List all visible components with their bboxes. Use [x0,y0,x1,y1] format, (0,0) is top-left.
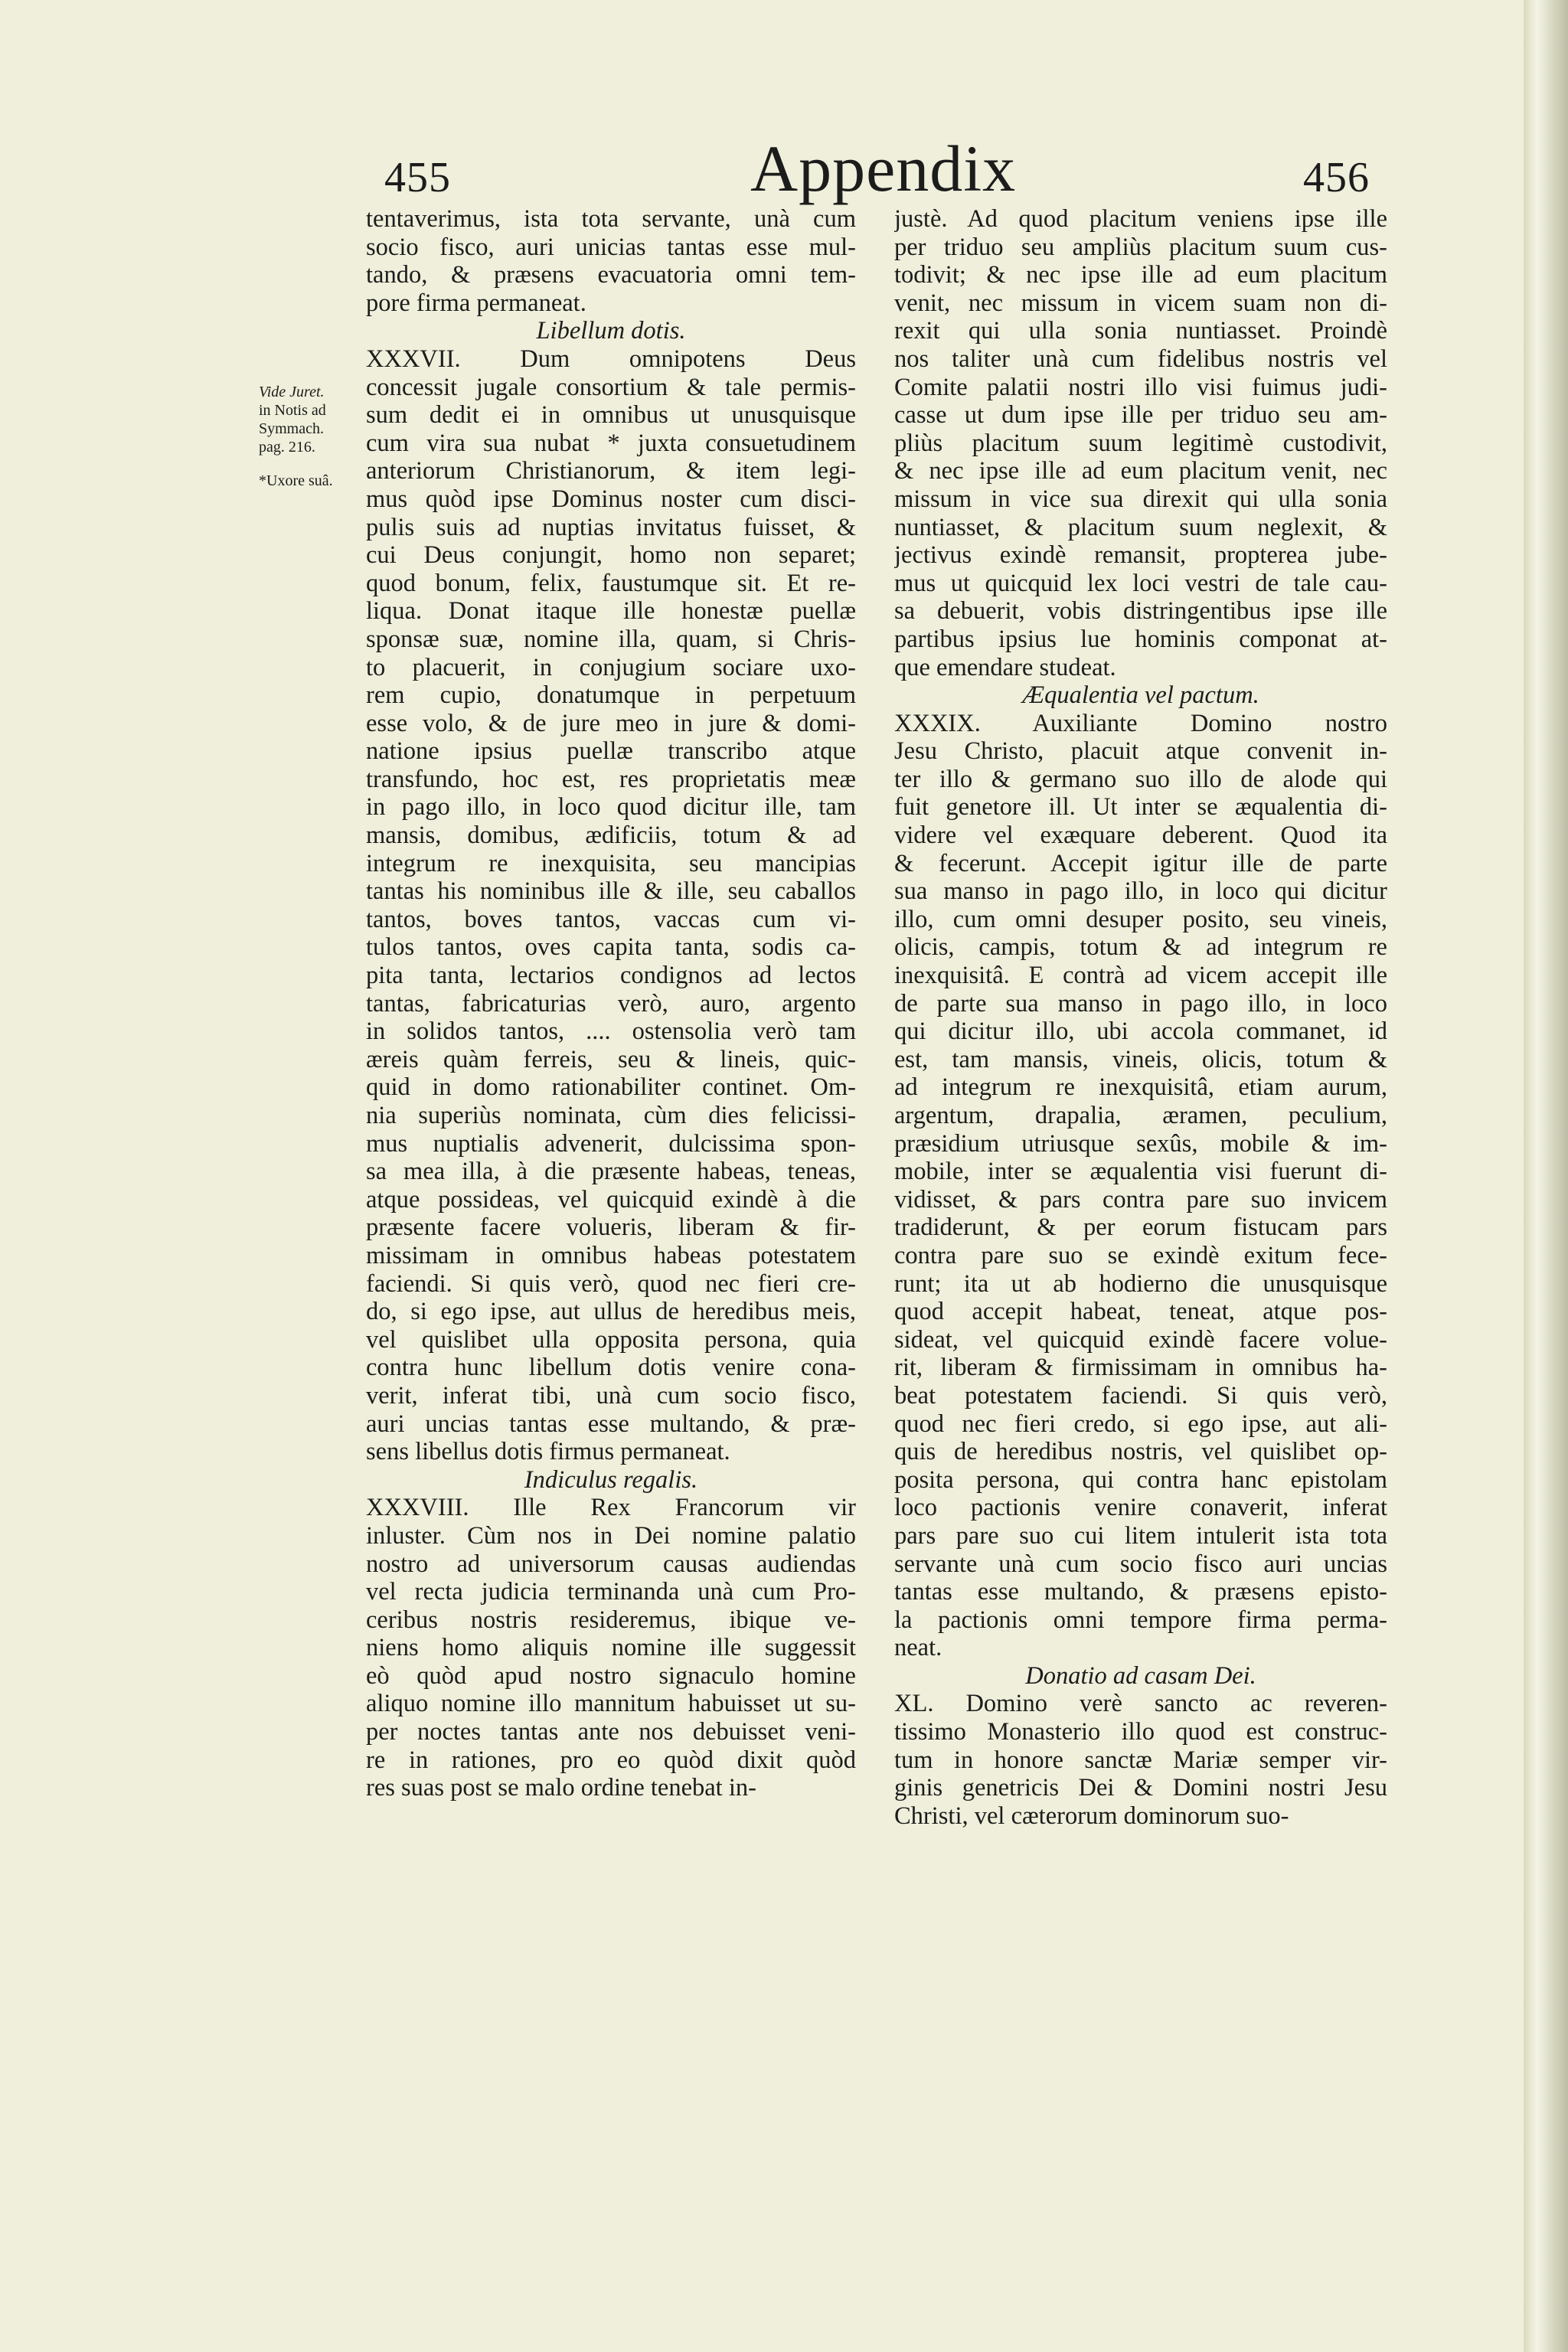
text-line: olicis, campis, totum & ad integrum re [894,933,1387,962]
text-line: ad integrum re inexquisitâ, etiam aurum, [894,1073,1387,1102]
text-line: sa debuerit, vobis distringentibus ipse ille [894,597,1387,626]
text-line: nostro ad universorum causas audiendas [366,1550,856,1578]
text-line: todivit; & nec ipse ille ad eum placitum [894,261,1387,289]
text-line: mus quòd ipse Dominus noster cum disci- [366,485,856,513]
text-line: pore firma permaneat. [366,289,586,317]
text-line: & nec ipse ille ad eum placitum venit, nec [894,457,1387,485]
text-line: videre vel exæquare deberent. Quod ita [894,822,1387,850]
margin-note-line: Vide Juret. [259,384,325,400]
text-line: runt; ita ut ab hodierno die unusquisque [894,1269,1387,1298]
text-line: rem cupio, donatumque in perpetuum [366,681,856,710]
text-line: sideat, vel quicquid exindè facere volue- [894,1325,1387,1354]
text-line: sum dedit ei in omnibus ut unusquisque [366,401,856,430]
text-line: nia superiùs nominata, cùm dies felicissi- [366,1102,856,1129]
text-line: quid in domo rationabiliter continet. Om- [366,1073,856,1102]
right-column-text [894,205,1387,1830]
text-line: per noctes tantas ante nos debuisset veni- [366,1718,856,1746]
text-line: in solidos tantos, .... ostensolia verò tam [366,1018,856,1046]
text-line: & fecerunt. Accepit igitur ille de parte [894,849,1387,877]
text-line: justè. Ad quod placitum veniens ipse ille [894,205,1387,233]
text-line: tulos tantos, oves capita tanta, sodis ca- [366,933,856,962]
text-line: tradiderunt, & per eorum fistucam pars [894,1214,1387,1242]
text-line: tantas, fabricaturias verò, auro, argento [366,989,856,1018]
text-line: in pago illo, in loco quod dicitur ille, tam [366,793,856,822]
text-line: jectivus exindè remansit, propterea jube- [894,541,1387,570]
text-line: ter illo & germano suo illo de alode qui [894,765,1387,793]
text-line: do, si ego ipse, aut ullus de heredibus meis, [366,1298,856,1326]
text-line: missimam in omnibus habeas potestatem [366,1241,856,1269]
text-line: rexit qui ulla sonia nuntiasset. Proindè [894,317,1387,345]
text-line: pars pare suo cui litem intulerit ista tota [894,1521,1387,1550]
text-line: sponsæ suæ, nomine illa, quam, si Chris- [366,625,856,653]
text-line: aliquo nomine illo mannitum habuisset ut su- [366,1690,856,1718]
text-line: per triduo seu ampliùs placitum suum cus- [894,233,1387,261]
text-line: posita persona, qui contra hanc epistolam [894,1465,1387,1494]
text-line: mus nuptialis advenerit, dulcissima spon- [366,1129,856,1158]
text-line: fuit genetore ill. Ut inter se æqualentia di- [894,793,1387,822]
text-line: Jesu Christo, placuit atque convenit in- [894,737,1387,766]
text-line: casse ut dum ipse ille per triduo seu am- [894,401,1387,430]
text-line: nuntiasset, & placitum suum neglexit, & [894,513,1387,541]
page-number-right: 456 [1303,154,1370,201]
text-line: vidisset, & pars contra pare suo invicem [894,1185,1387,1214]
text-line: niens homo aliquis nomine ille suggessit [366,1634,856,1662]
text-line: est, tam mansis, vineis, olicis, totum & [894,1045,1387,1073]
text-line: XXXIX. Auxiliante Domino nostro [894,709,1387,737]
text-line: tantos, boves tantos, vaccas cum vi- [366,905,856,933]
margin-note-line: *Uxore suâ. [259,472,333,489]
section-heading: Donatio ad casam Dei. [1025,1661,1256,1690]
text-line: sens libellus dotis firmus permaneat. [366,1438,730,1466]
text-line: liqua. Donat itaque ille honestæ puellæ [366,597,856,626]
text-line: vel recta judicia terminanda unà cum Pro- [366,1578,856,1606]
text-line: pulis suis ad nuptias invitatus fuisset, & [366,513,856,541]
text-line: integrum re inexquisita, seu mancipias [366,849,856,877]
text-line: nos taliter unà cum fidelibus nostris vel [894,345,1387,373]
text-line: auri uncias tantas esse multando, & præ- [366,1410,856,1438]
text-line: contra hunc libellum dotis venire cona- [366,1354,856,1382]
text-line: verit, inferat tibi, unà cum socio fisco, [366,1381,856,1410]
text-line: XXXVII. Dum omnipotens Deus [366,345,856,373]
text-line: ceribus nostris resideremus, ibique ve- [366,1606,856,1634]
text-line: servante unà cum socio fisco auri uncias [894,1550,1387,1578]
text-line: tentaverimus, ista tota servante, unà cum [366,205,856,233]
text-line: qui dicitur illo, ubi accola commanet, id [894,1018,1387,1046]
margin-note-line: in Notis ad [259,402,326,419]
text-line: Comite palatii nostri illo visi fuimus judi- [894,373,1387,401]
section-heading: Æqualentia vel pactum. [1022,681,1259,710]
text-line: XL. Domino verè sancto ac reveren- [894,1690,1387,1718]
text-line: præsente facere volueris, liberam & fir- [366,1214,856,1242]
page-number-left: 455 [384,154,451,201]
text-line: faciendi. Si quis verò, quod nec fieri cre- [366,1269,856,1298]
text-line: anteriorum Christianorum, & item legi- [366,457,856,485]
text-line: esse volo, & de jure meo in jure & domi- [366,709,856,737]
text-line: illo, cum omni desuper posito, seu vineis, [894,905,1387,933]
text-line: quis de heredibus nostris, vel quislibet op- [894,1438,1387,1466]
text-line: cui Deus conjungit, homo non separet; [366,541,856,570]
text-line: tum in honore sanctæ Mariæ semper vir- [894,1746,1387,1774]
text-line: loco pactionis venire conaverit, inferat [894,1494,1387,1522]
left-column-text [366,205,856,1802]
text-line: contra pare suo se exindè exitum fece- [894,1241,1387,1269]
section-heading: Libellum dotis. [536,317,686,345]
text-line: socio fisco, auri unicias tantas esse mul- [366,233,856,261]
text-line: inluster. Cùm nos in Dei nomine palatio [366,1521,856,1550]
text-line: missum in vice sua direxit qui ulla sonia [894,485,1387,513]
margin-note-line: pag. 216. [259,439,315,456]
text-line: venit, nec missum in vicem suam non di- [894,289,1387,317]
text-line: transfundo, hoc est, res proprietatis meæ [366,765,856,793]
text-line: Christi, vel cæterorum dominorum suo- [894,1802,1289,1830]
text-line: to placuerit, in conjugium sociare uxo- [366,653,856,681]
text-line: natione ipsius puellæ transcribo atque [366,737,856,766]
text-line: tantas esse multando, & præsens episto- [894,1578,1387,1606]
text-line: pita tanta, lectarios condignos ad lectos [366,962,856,990]
text-line: mansis, domibus, ædificiis, totum & ad [366,822,856,850]
margin-note-reference [259,383,366,456]
text-line: la pactionis omni tempore firma perma- [894,1606,1387,1634]
section-heading: Indiculus regalis. [524,1465,698,1494]
text-line: res suas post se malo ordine tenebat in- [366,1774,756,1802]
text-line: ginis genetricis Dei & Domini nostri Jesu [894,1774,1387,1802]
text-line: neat. [894,1634,942,1662]
text-line: pliùs placitum suum legitimè custodivit, [894,429,1387,457]
text-line: que emendare studeat. [894,653,1116,681]
text-line: æreis quàm ferreis, seu & lineis, quic- [366,1045,856,1073]
text-line: concessit jugale consortium & tale permis- [366,373,856,401]
text-line: tando, & præsens evacuatoria omni tem- [366,261,856,289]
text-line: argentum, drapalia, æramen, peculium, [894,1102,1387,1129]
text-line: sua manso in pago illo, in loco qui dicitur [894,877,1387,906]
text-line: vel quislibet ulla opposita persona, quia [366,1325,856,1354]
text-line: inexquisitâ. E contrà ad vicem accepit ille [894,962,1387,990]
text-line: cum vira sua nubat * juxta consuetudinem [366,429,856,457]
text-line: mobile, inter se æqualentia visi fuerunt di- [894,1158,1387,1186]
text-line: mus ut quicquid lex loci vestri de tale cau- [894,569,1387,597]
text-line: de parte sua manso in pago illo, in loco [894,989,1387,1018]
text-line: beat potestatem faciendi. Si quis verò, [894,1381,1387,1410]
running-title: Appendix [750,132,1017,205]
next-page-edge [1524,0,1568,2352]
text-line: tantas his nominibus ille & ille, seu caballos [366,877,856,906]
text-line: partibus ipsius lue hominis componat at- [894,625,1387,653]
text-line: præsidium utriusque sexûs, mobile & im- [894,1129,1387,1158]
text-line: rit, liberam & firmissimam in omnibus ha- [894,1354,1387,1382]
text-line: quod nec fieri credo, si ego ipse, aut ali- [894,1410,1387,1438]
text-line: sa mea illa, à die præsente habeas, teneas, [366,1158,856,1186]
text-line: atque possideas, vel quicquid exindè à die [366,1185,856,1214]
margin-note-line: Symmach. [259,420,324,437]
text-line: re in rationes, pro eo quòd dixit quòd [366,1746,856,1774]
page-header [0,130,1531,214]
margin-note-uxore [259,472,366,490]
text-line: XXXVIII. Ille Rex Francorum vir [366,1494,856,1522]
text-line: eò quòd apud nostro signaculo homine [366,1661,856,1690]
text-line: quod bonum, felix, faustumque sit. Et re- [366,569,856,597]
text-line: quod accepit habeat, teneat, atque pos- [894,1298,1387,1326]
text-line: tissimo Monasterio illo quod est construc- [894,1718,1387,1746]
